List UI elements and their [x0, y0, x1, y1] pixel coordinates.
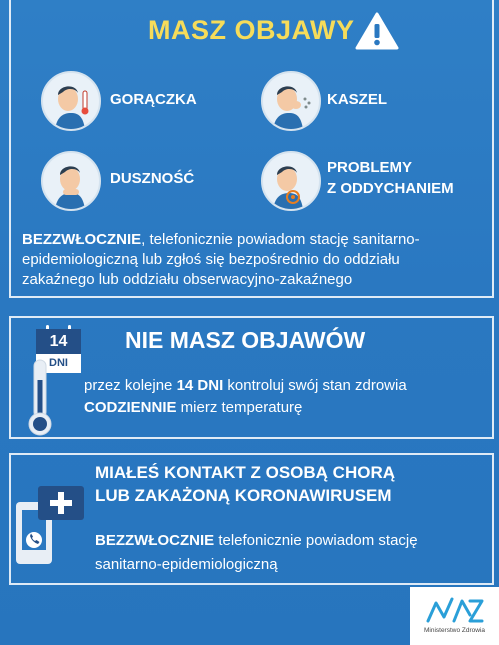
advice-line1: , telefonicznie powiadom stację sanitarno- — [141, 231, 420, 248]
ministry-logo — [410, 587, 499, 645]
calendar-number: 14 — [36, 329, 81, 354]
advice-line2: epidemiologiczną lub zgłoś się bezpośrednio do oddziału — [22, 251, 400, 268]
cough-icon — [261, 71, 321, 131]
contact-title-line2: LUB ZAKAŻONĄ KORONAWIRUSEM — [95, 486, 392, 505]
phone-plus-icon — [14, 484, 86, 574]
shortness-of-breath-icon — [41, 151, 101, 211]
warning-icon — [354, 11, 400, 51]
thermometer-icon — [22, 358, 58, 438]
contact-line1-post: telefonicznie powiadom stację — [214, 532, 418, 549]
symptom-fever-label: GORĄCZKA — [110, 91, 197, 108]
symptoms-title: MASZ OBJAWY — [148, 15, 355, 45]
symptoms-advice — [22, 230, 420, 290]
contact-text — [95, 529, 418, 577]
no-symptoms-title: NIE MASZ OBJAWÓW — [125, 327, 366, 353]
contact-strong: BEZZWŁOCZNIE — [95, 532, 215, 549]
ns-line1-strong: 14 DNI — [176, 377, 224, 394]
ministry-logo-mark — [426, 593, 484, 625]
fever-icon — [41, 71, 101, 131]
ns-line2-post: mierz temperaturę — [176, 399, 303, 416]
breathing-label-line1: PROBLEMY — [327, 159, 413, 176]
ministry-logo-text: Ministerstwo Zdrowia — [423, 627, 486, 634]
contact-title — [95, 461, 395, 507]
advice-line3: zakaźnego lub oddziału obserwacyjno-zakaźnego — [22, 271, 353, 288]
ns-line2-strong: CODZIENNIE — [84, 399, 177, 416]
symptom-dyspnea-label: DUSZNOŚĆ — [110, 170, 195, 187]
breathing-problems-icon — [261, 151, 321, 211]
contact-line2: sanitarno-epidemiologiczną — [95, 556, 278, 573]
contact-title-line1: MIAŁEŚ KONTAKT Z OSOBĄ CHORĄ — [95, 463, 396, 482]
advice-strong: BEZZWŁOCZNIE — [22, 231, 142, 248]
symptom-cough-label: KASZEL — [327, 91, 387, 108]
calendar-unit: DNI — [36, 354, 81, 373]
symptom-breathing-label — [327, 157, 454, 199]
breathing-label-line2: Z ODDYCHANIEM — [327, 180, 454, 197]
ns-line1-post: kontroluj swój stan zdrowia — [223, 377, 407, 394]
ns-line1-pre: przez kolejne — [84, 377, 177, 394]
no-symptoms-text — [84, 375, 407, 419]
